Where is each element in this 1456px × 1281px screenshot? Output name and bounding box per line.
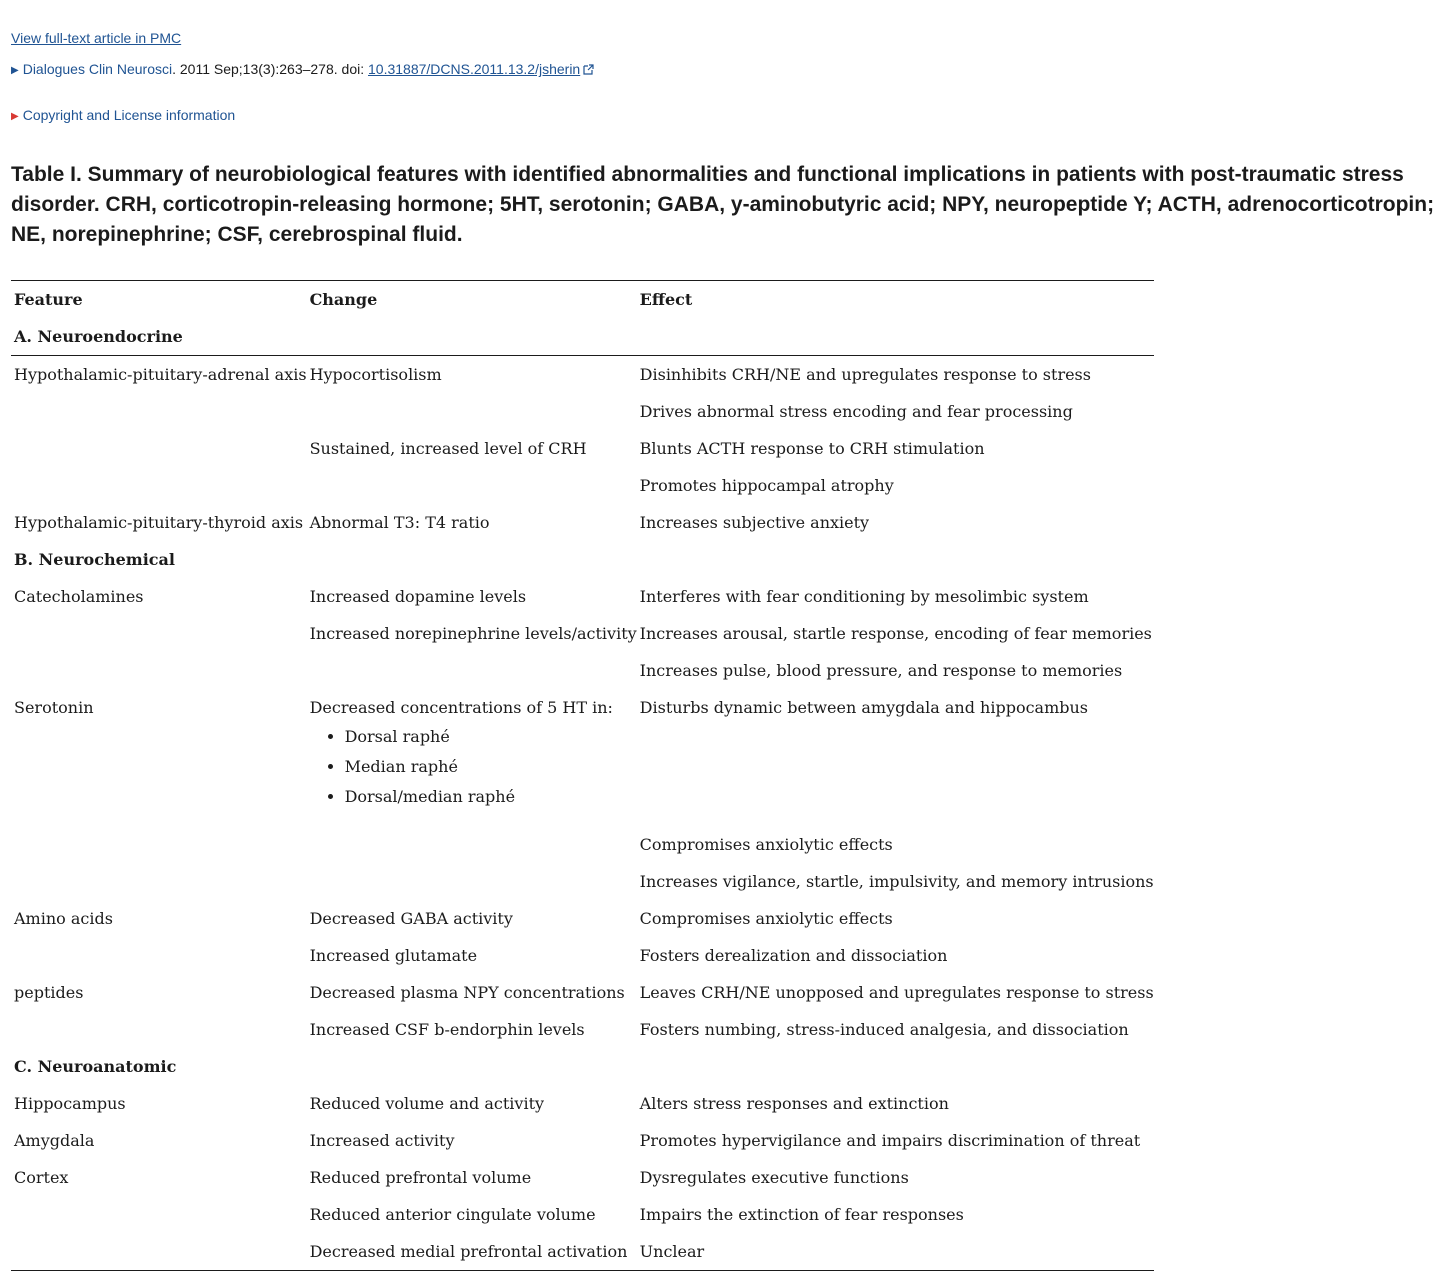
column-header-effect: Effect xyxy=(637,281,1154,319)
change-cell xyxy=(307,826,637,863)
view-full-text-link[interactable]: View full-text article in PMC xyxy=(11,30,182,46)
table-row xyxy=(11,1233,1154,1271)
change-cell: Increased norepinephrine levels/activity xyxy=(309,624,637,643)
effect-cell: Increases pulse, blood pressure, and response to memories xyxy=(639,661,1123,680)
column-header-feature: Feature xyxy=(11,281,307,319)
change-cell: Decreased GABA activity xyxy=(309,909,513,928)
change-cell: Increased CSF b-endorphin levels xyxy=(309,1020,585,1039)
feature-cell: Hippocampus xyxy=(14,1094,126,1113)
table-row xyxy=(11,1085,1154,1122)
section-row-neurochemical xyxy=(11,541,1154,578)
section-label: C. Neuroanatomic xyxy=(14,1057,177,1076)
change-cell: Hypocortisolism xyxy=(309,365,442,384)
data-table xyxy=(11,280,1154,1271)
copyright-label: Copyright and License information xyxy=(22,107,236,123)
effect-cell: Impairs the extinction of fear responses xyxy=(639,1205,964,1224)
feature-cell: Catecholamines xyxy=(14,587,144,606)
triangle-right-icon[interactable]: ▶ xyxy=(11,65,19,76)
feature-cell: Serotonin xyxy=(14,698,94,717)
effect-cell: Compromises anxiolytic effects xyxy=(639,835,893,854)
feature-cell: Hypothalamic-pituitary-adrenal axis xyxy=(14,365,307,384)
effect-cell: Drives abnormal stress encoding and fear processing xyxy=(639,402,1073,421)
change-text: Decreased concentrations of 5 HT in: xyxy=(309,698,613,717)
list-item: • Dorsal raphé xyxy=(345,722,637,752)
table-row xyxy=(11,356,1154,394)
change-cell: Abnormal T3: T4 ratio xyxy=(309,513,490,532)
table-row xyxy=(11,652,1154,689)
section-row-neuroendocrine xyxy=(11,318,1154,356)
feature-cell: Amino acids xyxy=(14,909,113,928)
change-cell: Reduced anterior cingulate volume xyxy=(309,1205,596,1224)
table-header-row xyxy=(11,281,1154,319)
effect-cell: Fosters numbing, stress-induced analgesia, and dissociation xyxy=(639,1020,1129,1039)
feature-cell xyxy=(11,652,307,689)
table-row xyxy=(11,689,1154,826)
copyright-toggle[interactable] xyxy=(11,107,235,123)
feature-cell xyxy=(11,615,307,652)
feature-cell: Hypothalamic-pituitary-thyroid axis xyxy=(14,513,304,532)
effect-cell: Fosters derealization and dissociation xyxy=(639,946,948,965)
feature-cell: Amygdala xyxy=(14,1131,95,1150)
citation-details: . 2011 Sep;13(3):263–278. doi: xyxy=(172,61,368,77)
change-cell: Decreased plasma NPY concentrations xyxy=(309,983,625,1002)
table-row xyxy=(11,974,1154,1011)
table-row xyxy=(11,1011,1154,1048)
change-cell: Reduced volume and activity xyxy=(309,1094,545,1113)
feature-cell xyxy=(11,430,307,467)
effect-cell: Increases arousal, startle response, encoding of fear memories xyxy=(639,624,1152,643)
table-row xyxy=(11,826,1154,863)
citation-line xyxy=(11,61,594,78)
table-caption: Table I. Summary of neurobiological features with identified abnormalities and functional implications in patients with post-traumatic stress disorder. CRH, corticotropin-releasing hormone; 5HT, serotonin; GABA, y-aminobutyric acid; NPY, neuropeptide Y; ACTH, adrenocorticotropin; NE, norepinephrine; CSF, cerebrospinal fluid. xyxy=(11,163,1435,246)
change-cell: Increased activity xyxy=(309,1131,455,1150)
change-cell xyxy=(307,652,637,689)
feature-cell xyxy=(11,937,307,974)
feature-cell xyxy=(11,393,307,430)
change-cell: Increased glutamate xyxy=(309,946,478,965)
column-header-change: Change xyxy=(307,281,637,319)
feature-cell xyxy=(11,1196,307,1233)
doi-link[interactable]: 10.31887/DCNS.2011.13.2/jsherin xyxy=(368,61,581,77)
change-cell: Reduced prefrontal volume xyxy=(309,1168,532,1187)
effect-cell: Leaves CRH/NE unopposed and upregulates response to stress xyxy=(639,983,1154,1002)
change-cell: Increased dopamine levels xyxy=(309,587,527,606)
feature-cell xyxy=(11,1233,307,1271)
section-row-neuroanatomic xyxy=(11,1048,1154,1085)
feature-cell: peptides xyxy=(14,983,84,1002)
feature-cell xyxy=(11,826,307,863)
table-row xyxy=(11,430,1154,467)
effect-cell: Promotes hippocampal atrophy xyxy=(639,476,894,495)
feature-cell xyxy=(11,467,307,504)
effect-cell: Promotes hypervigilance and impairs discrimination of threat xyxy=(639,1131,1141,1150)
effect-cell: Blunts ACTH response to CRH stimulation xyxy=(639,439,985,458)
section-label: B. Neurochemical xyxy=(14,550,175,569)
table-row xyxy=(11,393,1154,430)
table-row xyxy=(11,937,1154,974)
list-item: • Median raphé xyxy=(345,752,637,782)
effect-cell: Interferes with fear conditioning by mesolimbic system xyxy=(639,587,1089,606)
effect-cell: Increases vigilance, startle, impulsivity, and memory intrusions xyxy=(639,872,1154,891)
change-cell xyxy=(307,393,637,430)
effect-cell: Disturbs dynamic between amygdala and hippocambus xyxy=(639,698,1089,717)
journal-toggle[interactable]: Dialogues Clin Neurosci xyxy=(22,61,173,77)
change-cell xyxy=(307,467,637,504)
table-row xyxy=(11,1196,1154,1233)
change-cell xyxy=(307,689,637,826)
table-row xyxy=(11,1122,1154,1159)
table-row xyxy=(11,467,1154,504)
table-row xyxy=(11,578,1154,615)
table-row xyxy=(11,615,1154,652)
effect-cell: Dysregulates executive functions xyxy=(639,1168,909,1187)
table-row xyxy=(11,900,1154,937)
table-row xyxy=(11,863,1154,900)
effect-cell: Unclear xyxy=(637,1233,1154,1271)
feature-cell: Cortex xyxy=(14,1168,69,1187)
list-item: • Dorsal/median raphé xyxy=(345,782,637,812)
effect-cell: Increases subjective anxiety xyxy=(639,513,870,532)
bullet-list xyxy=(310,722,637,812)
effect-cell: Compromises anxiolytic effects xyxy=(639,909,893,928)
change-cell: Decreased medial prefrontal activation xyxy=(307,1233,637,1271)
change-cell: Sustained, increased level of CRH xyxy=(309,439,587,458)
feature-cell xyxy=(11,863,307,900)
external-link-icon[interactable] xyxy=(583,62,594,78)
effect-cell: Disinhibits CRH/NE and upregulates response to stress xyxy=(639,365,1091,384)
section-label: A. Neuroendocrine xyxy=(11,318,1154,356)
table-row xyxy=(11,1159,1154,1196)
triangle-right-icon: ▶ xyxy=(11,111,19,122)
effect-cell: Alters stress responses and extinction xyxy=(639,1094,949,1113)
change-cell xyxy=(307,863,637,900)
feature-cell xyxy=(11,1011,307,1048)
table-row xyxy=(11,504,1154,541)
